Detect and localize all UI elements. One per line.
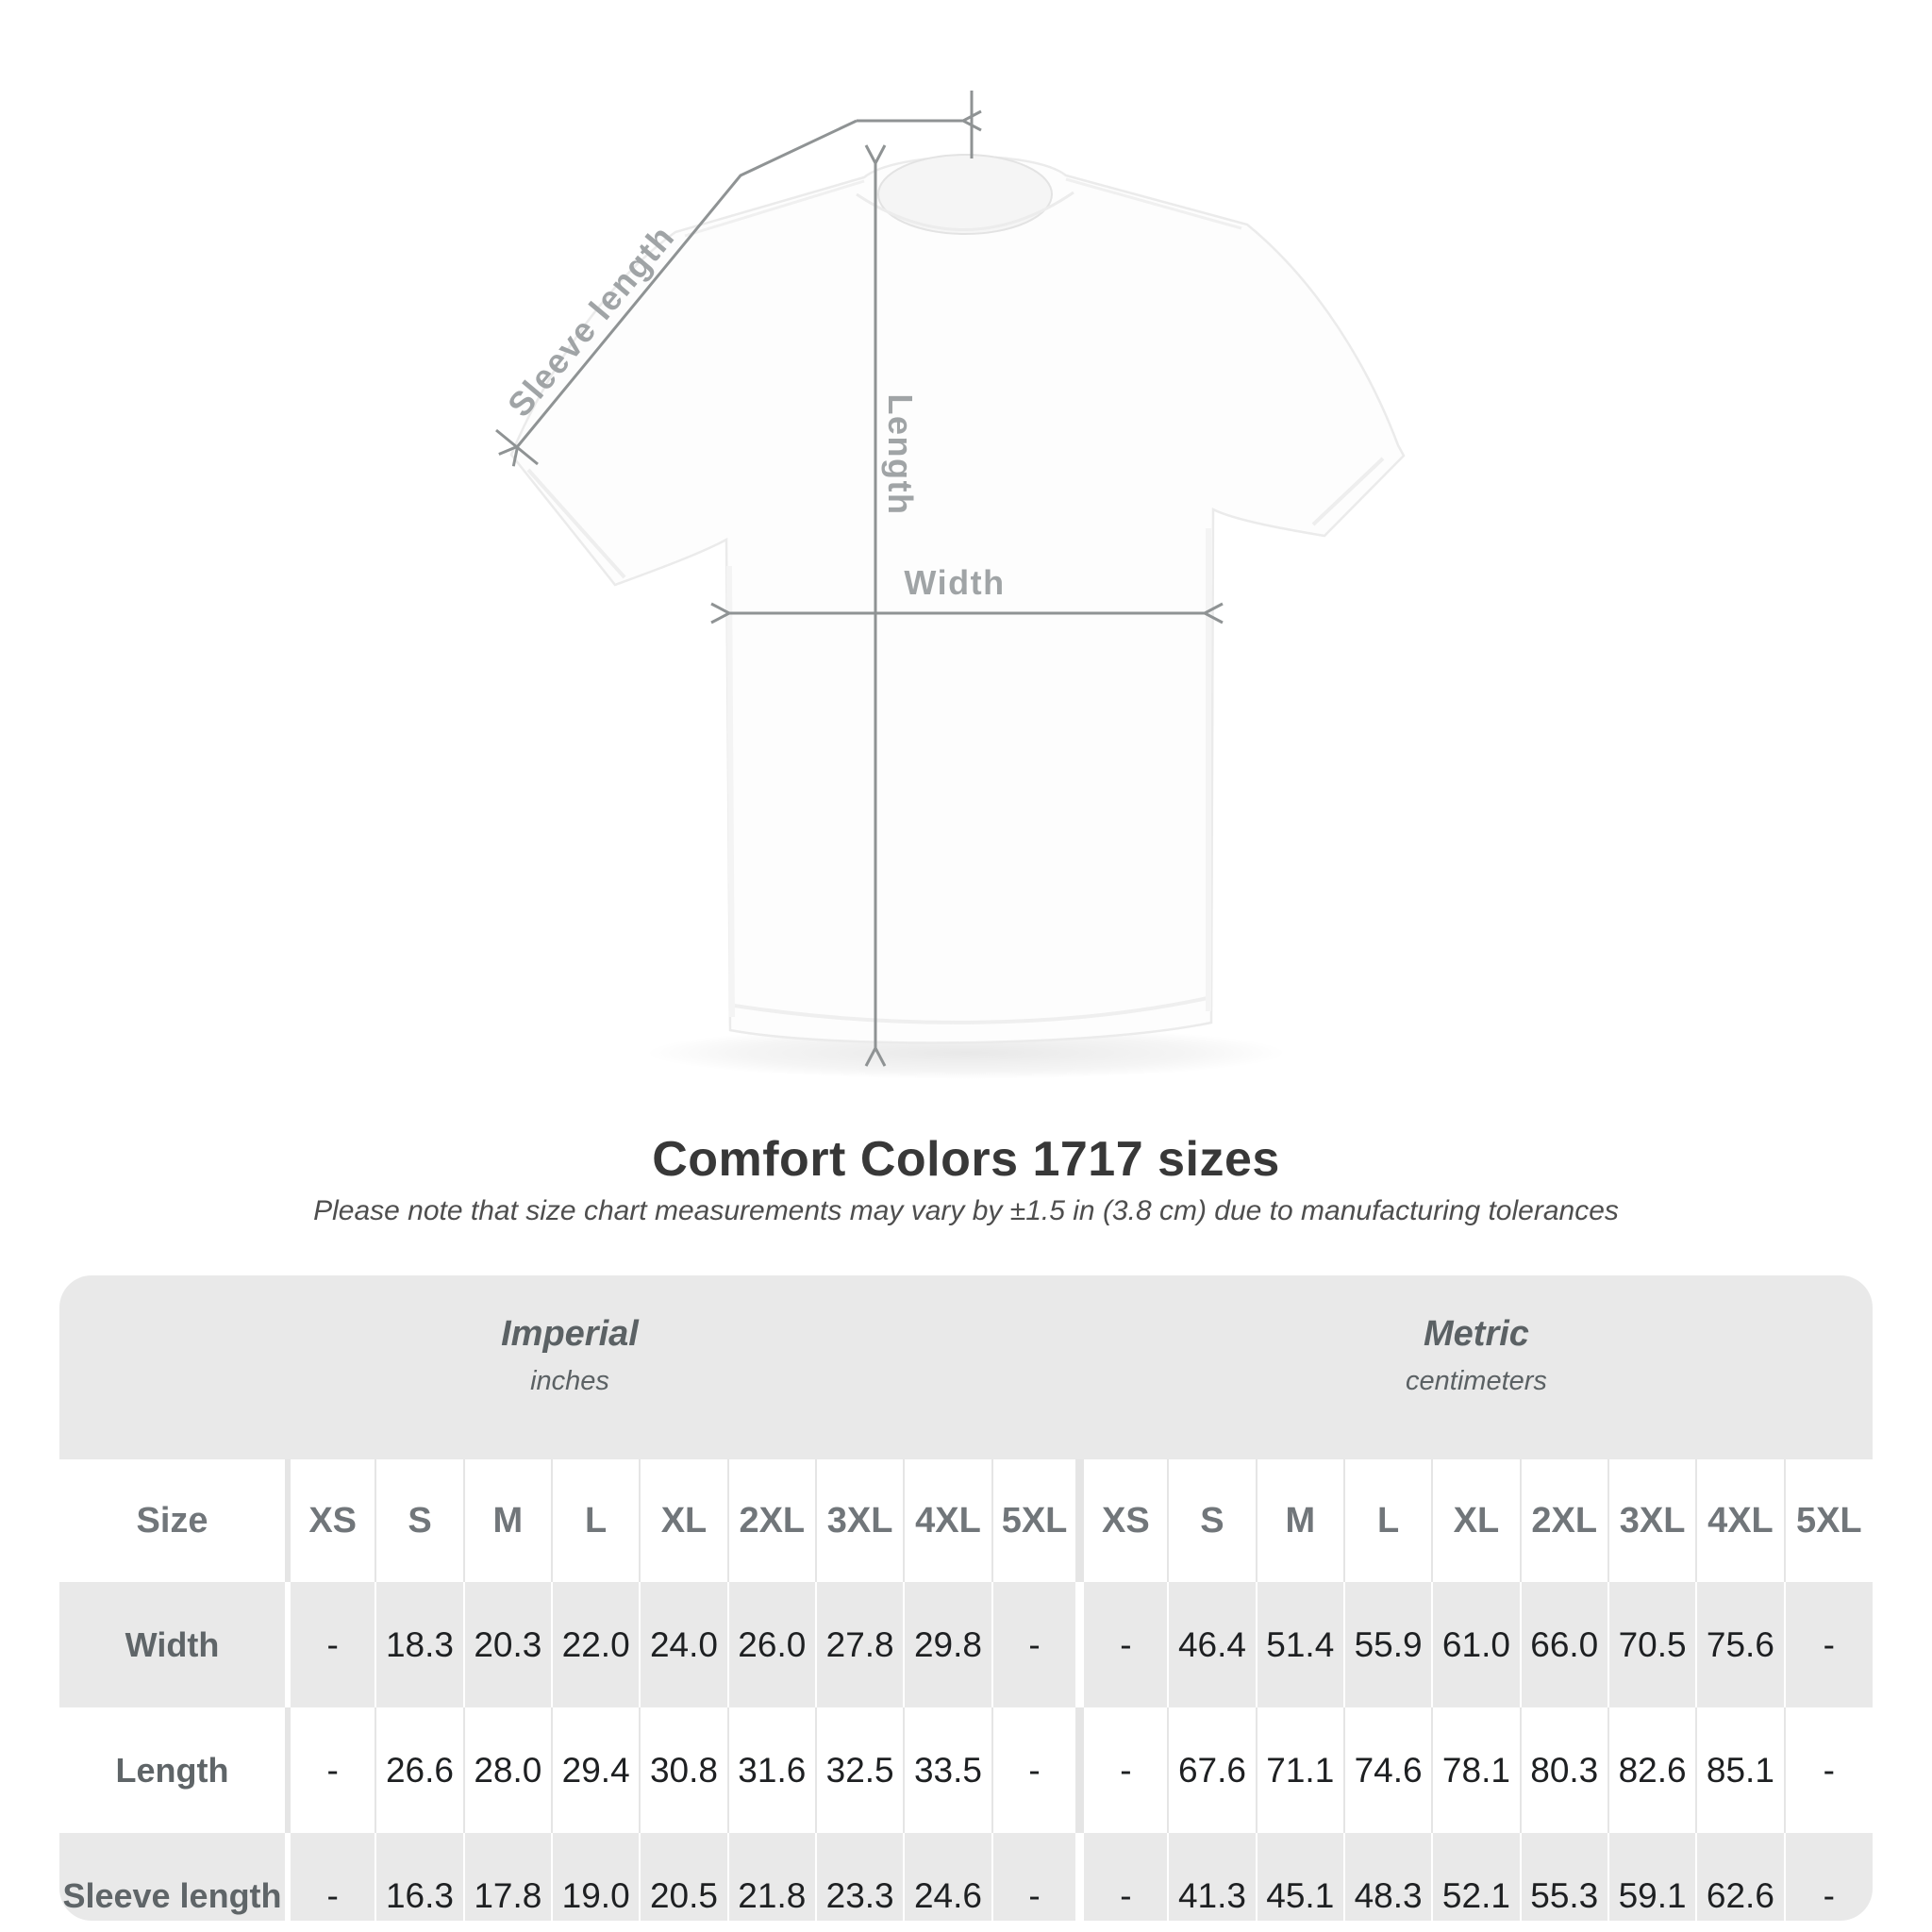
cell-imperial-6: 23.3 [816, 1833, 904, 1921]
size-header-metric-4xl: 4XL [1696, 1459, 1784, 1582]
row-label: Sleeve length [62, 1875, 282, 1915]
imperial-group-header [59, 1275, 1080, 1459]
imperial-unit: inches [530, 1366, 609, 1396]
size-header-imperial-m: M [464, 1459, 552, 1582]
cell-imperial-4: 30.8 [640, 1707, 727, 1833]
size-table [59, 1275, 1873, 1921]
measurement-row-width [59, 1582, 1873, 1707]
metric-group-header [1080, 1275, 1873, 1459]
cell-metric-0: - [1080, 1833, 1168, 1921]
cell-imperial-2: 28.0 [464, 1707, 552, 1833]
size-header-metric-l: L [1344, 1459, 1432, 1582]
cell-metric-4: 61.0 [1432, 1582, 1520, 1707]
cell-imperial-4: 20.5 [640, 1833, 727, 1921]
cell-metric-0: - [1080, 1707, 1168, 1833]
cell-imperial-5: 31.6 [728, 1707, 816, 1833]
cell-imperial-0: - [288, 1707, 375, 1833]
size-header-metric-xl: XL [1432, 1459, 1520, 1582]
row-label: Width [125, 1624, 220, 1664]
cell-metric-8: - [1785, 1833, 1873, 1921]
size-header-metric-m: M [1257, 1459, 1344, 1582]
cell-imperial-7: 24.6 [904, 1833, 991, 1921]
size-header-metric-5xl: 5XL [1785, 1459, 1873, 1582]
cell-metric-1: 46.4 [1168, 1582, 1256, 1707]
size-table-card [59, 1275, 1873, 1921]
cell-imperial-1: 16.3 [375, 1833, 463, 1921]
cell-imperial-7: 29.8 [904, 1582, 991, 1707]
size-header-imperial-l: L [552, 1459, 640, 1582]
cell-metric-7: 75.6 [1696, 1582, 1784, 1707]
cell-metric-7: 85.1 [1696, 1707, 1784, 1833]
length-label: Length [881, 393, 920, 516]
cell-metric-6: 70.5 [1608, 1582, 1696, 1707]
size-header-metric-2xl: 2XL [1521, 1459, 1608, 1582]
cell-metric-6: 82.6 [1608, 1707, 1696, 1833]
cell-imperial-4: 24.0 [640, 1582, 727, 1707]
collar-opening [878, 155, 1052, 234]
cell-imperial-5: 26.0 [728, 1582, 816, 1707]
cell-metric-7: 62.6 [1696, 1833, 1784, 1921]
cell-metric-2: 51.4 [1257, 1582, 1344, 1707]
cell-imperial-6: 27.8 [816, 1582, 904, 1707]
cell-imperial-6: 32.5 [816, 1707, 904, 1833]
cell-metric-1: 41.3 [1168, 1833, 1256, 1921]
size-header-metric-xs: XS [1080, 1459, 1168, 1582]
metric-title: Metric [1424, 1314, 1529, 1354]
size-header-imperial-xs: XS [288, 1459, 375, 1582]
cell-imperial-3: 19.0 [552, 1833, 640, 1921]
cell-imperial-7: 33.5 [904, 1707, 991, 1833]
size-table-body [59, 1582, 1873, 1921]
cell-metric-1: 67.6 [1168, 1707, 1256, 1833]
cell-imperial-8: - [992, 1707, 1080, 1833]
sleeve-length-label: Sleeve length [499, 217, 682, 425]
cell-metric-2: 71.1 [1257, 1707, 1344, 1833]
cell-metric-8: - [1785, 1582, 1873, 1707]
cell-imperial-0: - [288, 1833, 375, 1921]
left-side-shade [729, 566, 732, 1017]
unit-group-row [59, 1275, 1873, 1459]
size-header-imperial-s: S [375, 1459, 463, 1582]
cell-imperial-1: 18.3 [375, 1582, 463, 1707]
cell-metric-0: - [1080, 1582, 1168, 1707]
cell-metric-3: 74.6 [1344, 1707, 1432, 1833]
size-header-metric-s: S [1168, 1459, 1256, 1582]
measurement-row-sleeve-length [59, 1833, 1873, 1921]
cell-imperial-0: - [288, 1582, 375, 1707]
cell-metric-3: 55.9 [1344, 1582, 1432, 1707]
cell-imperial-8: - [992, 1582, 1080, 1707]
size-header-imperial-xl: XL [640, 1459, 727, 1582]
cell-metric-5: 66.0 [1521, 1582, 1608, 1707]
cell-metric-4: 52.1 [1432, 1833, 1520, 1921]
size-header-metric-3xl: 3XL [1608, 1459, 1696, 1582]
cell-imperial-2: 17.8 [464, 1833, 552, 1921]
size-header-imperial-2xl: 2XL [728, 1459, 816, 1582]
cell-imperial-1: 26.6 [375, 1707, 463, 1833]
size-header-imperial-5xl: 5XL [992, 1459, 1080, 1582]
size-header-row [59, 1459, 1873, 1582]
size-header-imperial-4xl: 4XL [904, 1459, 991, 1582]
cell-metric-2: 45.1 [1257, 1833, 1344, 1921]
tolerance-note: Please note that size chart measurements may vary by ±1.5 in (3.8 cm) due to manufacturing tolerances [313, 1195, 1619, 1226]
cell-imperial-5: 21.8 [728, 1833, 816, 1921]
cell-metric-5: 80.3 [1521, 1707, 1608, 1833]
cell-imperial-3: 29.4 [552, 1707, 640, 1833]
metric-unit: centimeters [1406, 1366, 1547, 1396]
cell-metric-5: 55.3 [1521, 1833, 1608, 1921]
cell-metric-3: 48.3 [1344, 1833, 1432, 1921]
cell-imperial-8: - [992, 1833, 1080, 1921]
row-label: Length [115, 1750, 229, 1790]
imperial-title: Imperial [501, 1314, 639, 1354]
cell-metric-6: 59.1 [1608, 1833, 1696, 1921]
cell-imperial-2: 20.3 [464, 1582, 552, 1707]
measurement-row-length [59, 1707, 1873, 1833]
cell-metric-4: 78.1 [1432, 1707, 1520, 1833]
page-title: Comfort Colors 1717 sizes [652, 1132, 1280, 1187]
size-header-imperial-3xl: 3XL [816, 1459, 904, 1582]
size-column-header: Size [59, 1459, 288, 1582]
cell-imperial-3: 22.0 [552, 1582, 640, 1707]
cell-metric-8: - [1785, 1707, 1873, 1833]
width-label: Width [904, 563, 1006, 602]
